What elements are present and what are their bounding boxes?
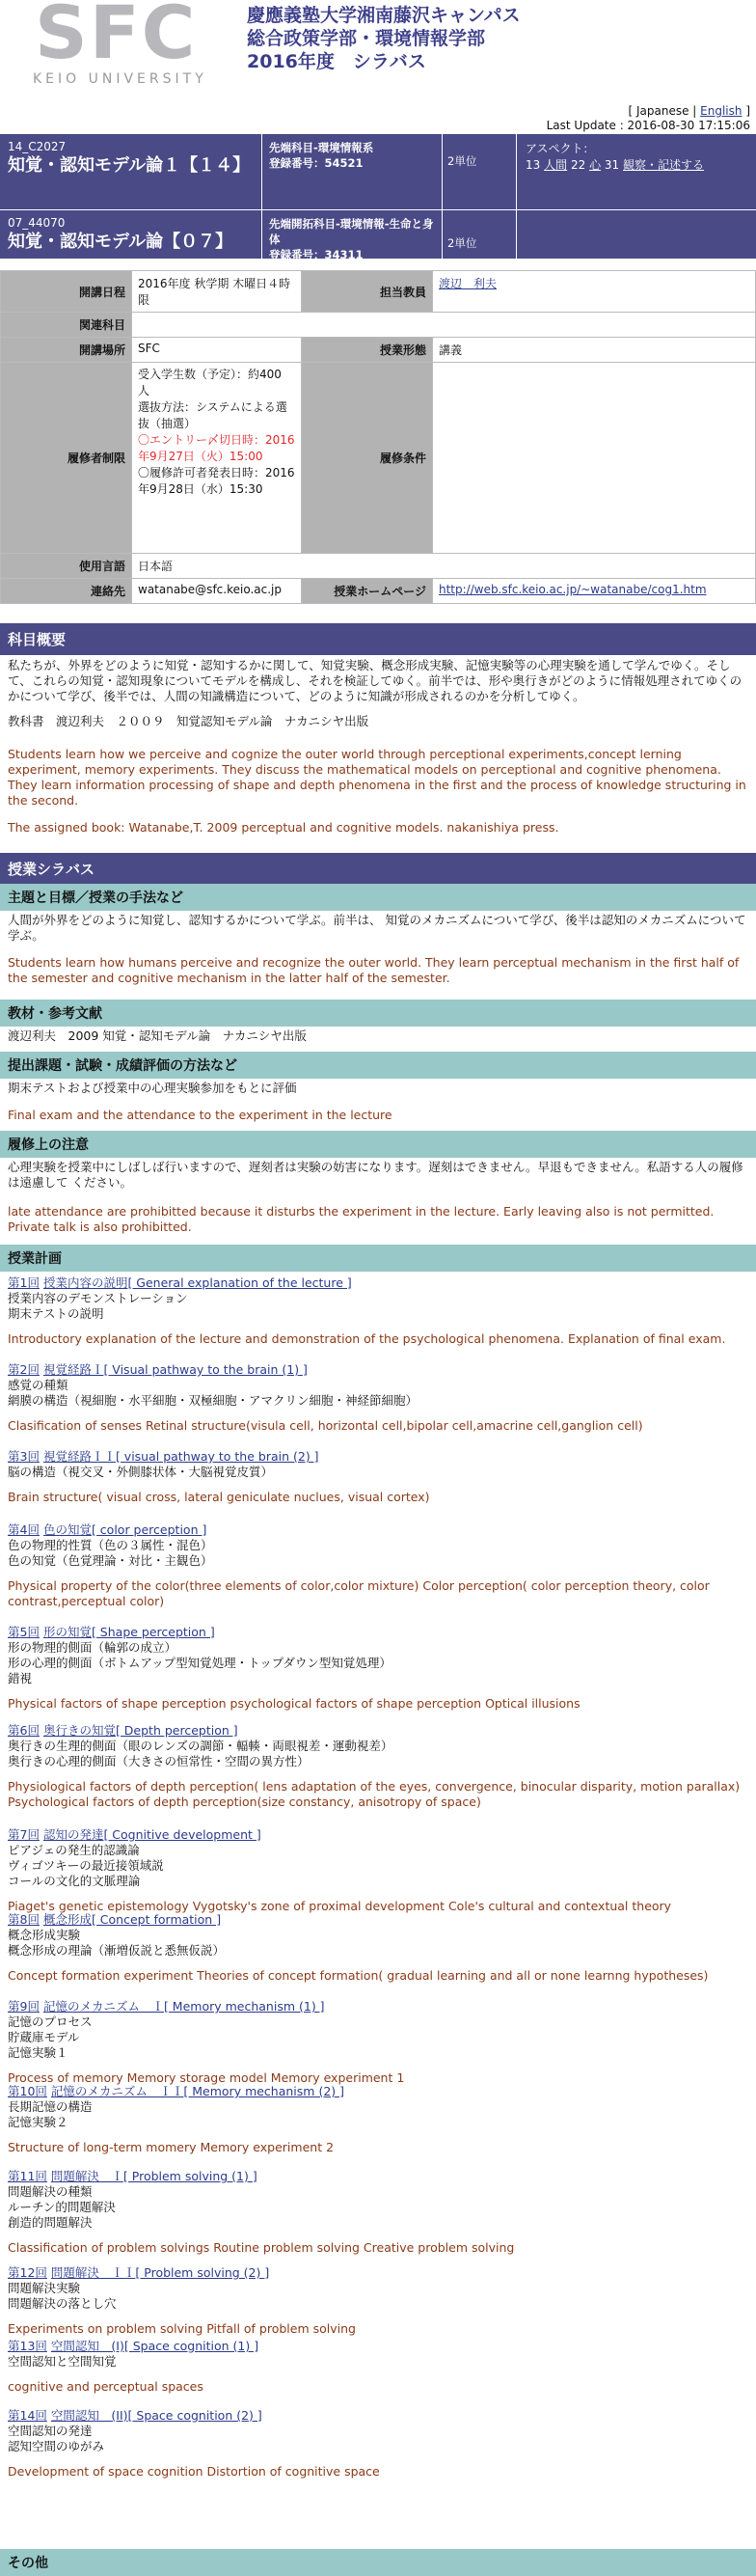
limit-entry-deadline: 〇エントリー〆切日時：2016年9月27日（火）15:00	[138, 433, 295, 463]
logo-subtitle: KEIO UNIVERSITY	[33, 71, 207, 87]
goal-header: 主題と目標／授業の手法など	[0, 884, 756, 911]
lecture-title[interactable]	[8, 2169, 748, 2184]
lecture-description-en: Classification of problem solvings Routine problem solving Creative problem solving	[8, 2240, 515, 2255]
lecture-item	[8, 2265, 748, 2337]
lecture-topic: 記憶実験２	[8, 2115, 68, 2129]
lecture-topic: 記憶実験１	[8, 2045, 68, 2060]
language-value: 日本語	[132, 554, 756, 579]
place-label: 開講場所	[1, 338, 132, 363]
aspect-label: アスペクト：	[526, 142, 595, 155]
lang-japanese[interactable]: Japanese	[635, 104, 689, 118]
lecture-description-en: Process of memory Memory storage model Memory experiment 1	[8, 2070, 405, 2085]
limit-method: 選抜方法：システムによる選抜（抽選）	[138, 400, 287, 430]
lecture-title-jp[interactable]: 記憶のメカニズム Ｉ	[42, 1999, 164, 2014]
course-2-credits-cell	[444, 210, 517, 259]
lecture-item	[8, 2169, 748, 2256]
lecture-title-link[interactable]: 第7回	[8, 1827, 40, 1842]
lecture-topic: 色の知覚（色覚理論・対比・主観色）	[8, 1553, 213, 1568]
lecture-title[interactable]	[8, 2408, 748, 2424]
goal-jp: 人間が外界をどのように知覚し、認知するかについて学ぶ。前半は、 知覚のメカニズムについて学び、後半は認知のメカニズムについて学ぶ。	[8, 913, 746, 943]
lecture-topic: コールの文化的文脈理論	[8, 1874, 141, 1888]
lecture-title[interactable]	[8, 1827, 748, 1843]
lecture-topic: 概念形成の理論（漸増仮説と悉無仮説）	[8, 1943, 226, 1958]
lecture-title-link[interactable]: 第9回	[8, 1999, 40, 2014]
lecture-title-en[interactable]: [ Problem solving (2) ]	[135, 2265, 270, 2280]
lecture-description-en: Piaget's genetic epistemology Vygotsky's zone of proximal development Cole's cultural and contextual theory	[8, 1899, 672, 1913]
campus-title	[247, 4, 521, 73]
lecture-topic: 認知空間のゆがみ	[8, 2439, 105, 2453]
lecture-item	[8, 1912, 748, 1984]
lecture-description-en: Physiological factors of depth perception( lens adaptation of the eyes, convergence, binocular disparity, motion parallax) Psychological factors of depth perception(size constancy, anisotropy of space)	[8, 1779, 741, 1809]
contact-label: 連絡先	[1, 579, 132, 604]
limit-label: 履修者制限	[1, 363, 132, 554]
aspect-link-human[interactable]: 人間	[544, 158, 568, 172]
campus-line-1: 慶應義塾大学湘南藤沢キャンパス	[247, 5, 521, 26]
course-2-meta	[263, 210, 443, 259]
grading-jp: 期末テストおよび授業中の心理実験参加をもとに評価	[8, 1081, 297, 1095]
page-header	[0, 0, 756, 114]
lecture-description-en: Clasification of senses Retinal structure(visula cell, horizontal cell,bipolar cell,amacrine cell,ganglion cell)	[8, 1418, 643, 1433]
aspect-link-mind[interactable]: 心	[589, 158, 602, 172]
lecture-title-link[interactable]: 第2回	[8, 1362, 40, 1377]
lecture-topic: 概念形成実験	[8, 1928, 81, 1942]
lecture-title[interactable]	[8, 2339, 748, 2354]
lecture-title-jp[interactable]: 認知の発達	[42, 1827, 104, 1842]
lecture-topic: 問題解決実験	[8, 2281, 81, 2295]
aspect-num-3: 31	[604, 158, 620, 172]
campus-line-2: 総合政策学部・環境情報学部	[247, 28, 486, 49]
lecture-title[interactable]	[8, 2265, 748, 2281]
related-label: 関連科目	[1, 313, 132, 338]
lecture-topic: 空間認知と空間知覚	[8, 2354, 117, 2369]
course-1-code: 14_C2027	[8, 140, 67, 153]
keio-sfc-logo[interactable]	[29, 0, 231, 89]
course-1-reg-no: 登録番号：54521	[269, 156, 364, 170]
lecture-title-en[interactable]: [ Space cognition (1) ]	[123, 2339, 259, 2353]
lecture-title[interactable]	[8, 1912, 748, 1928]
lecture-description-en: Experiments on problem solving Pitfall of problem solving	[8, 2321, 356, 2336]
lecture-title[interactable]	[8, 2084, 748, 2099]
lecture-title-link[interactable]: 第12回	[8, 2265, 47, 2280]
lecture-title-jp[interactable]: 空間認知 (I)	[50, 2339, 124, 2353]
lecture-title[interactable]	[8, 1449, 748, 1465]
lecture-title-link[interactable]: 第6回	[8, 1723, 40, 1738]
lecture-topic: 錯視	[8, 1671, 33, 1685]
lecture-title-en[interactable]: [ Shape perception ]	[91, 1625, 215, 1639]
plan-header: 授業計画	[0, 1245, 756, 1272]
condition-label: 履修条件	[302, 363, 433, 554]
notes-en: late attendance are prohibitted because it disturbs the experiment in the lecture. Early leaving also is not permitted. Private talk is also prohibitted.	[8, 1204, 715, 1234]
lecture-title-link[interactable]: 第8回	[8, 1912, 40, 1927]
lecture-title-link[interactable]: 第4回	[8, 1522, 40, 1537]
course-2-credits: 2単位	[447, 236, 477, 250]
lecture-title[interactable]	[8, 1999, 748, 2014]
lecture-topic: 脳の構造（視交叉・外側膝状体・大脳視覚皮質）	[8, 1465, 274, 1479]
campus-line-3: 2016年度 シラバス	[247, 51, 426, 72]
lecture-topic: 形の物理的側面（輪郭の成立）	[8, 1640, 177, 1655]
lecture-title-jp[interactable]: 色の知覚	[42, 1522, 92, 1537]
lecture-topic: ヴィゴツキーの最近接領域説	[8, 1858, 164, 1873]
lecture-title-link[interactable]: 第14回	[8, 2408, 47, 2423]
contact-value: watanabe@sfc.keio.ac.jp	[132, 579, 302, 604]
lecture-title-jp[interactable]: 奥行きの知覚	[42, 1723, 116, 1738]
aspect-num-1: 13	[526, 158, 541, 172]
lecture-title-jp[interactable]: 視覚経路ＩＩ	[42, 1449, 116, 1464]
course-1-meta	[263, 134, 443, 209]
form-label: 授業形態	[302, 338, 433, 363]
lecture-title-link[interactable]: 第5回	[8, 1625, 40, 1639]
lecture-title-jp[interactable]: 視覚経路Ｉ	[42, 1362, 104, 1377]
schedule-label: 開講日程	[1, 271, 132, 313]
last-update: Last Update : 2016-08-30 17:15:06	[546, 119, 750, 132]
lecture-title-en[interactable]: [ Depth perception ]	[115, 1723, 238, 1738]
lecture-topic: 創造的問題解決	[8, 2215, 93, 2230]
lecture-title[interactable]	[8, 1362, 748, 1378]
lecture-description-en: Introductory explanation of the lecture and demonstration of the psychological phenomena. Explanation of final exam.	[8, 1331, 726, 1346]
lecture-title-en[interactable]: [ Concept formation ]	[91, 1912, 222, 1927]
course-band-1	[0, 134, 756, 209]
lecture-title-jp[interactable]: 概念形成	[42, 1912, 92, 1927]
lecture-description-en: Physical factors of shape perception psychological factors of shape perception Optical illusions	[8, 1696, 580, 1711]
course-1-category: 先端科目-環境情報系	[269, 141, 374, 154]
lecture-topic: 授業内容のデモンストレーション	[8, 1291, 188, 1305]
lecture-topic: 問題解決の落とし穴	[8, 2296, 117, 2311]
condition-value	[433, 363, 756, 554]
lecture-title-en[interactable]: [ Memory mechanism (1) ]	[163, 1999, 325, 2014]
lecture-title-en[interactable]: [ Problem solving (1) ]	[122, 2169, 257, 2183]
place-value: SFC	[132, 338, 302, 363]
other-header: その他	[0, 2549, 756, 2576]
lecture-topic: 奥行きの生理的側面（眼のレンズの調節・輻輳・両眼視差・運動視差）	[8, 1739, 393, 1753]
course-2-title-cell	[0, 210, 262, 259]
lecture-topic: 感覚の種類	[8, 1378, 68, 1392]
lecture-title-link[interactable]: 第1回	[8, 1275, 40, 1290]
lecture-description-en: Structure of long-term momery Memory experiment 2	[8, 2140, 335, 2154]
lecture-description-en: Physical property of the color(three elements of color,color mixture) Color perception( color perception theory, color contrast,perceptual color)	[8, 1578, 710, 1608]
lecture-title-en[interactable]: [ General explanation of the lecture ]	[127, 1275, 352, 1290]
lecture-item	[8, 2408, 748, 2480]
notes-jp: 心理実験を授業中にしばしば行いますので、遅刻者は実験の妨害になります。遅刻はできません。早退もできません。私語する人の履修は遠慮して ください。	[8, 1160, 743, 1190]
course-2-reg-no: 登録番号：34311	[269, 248, 364, 261]
course-2-category: 先端開拓科目-環境情報-生命と身体	[269, 217, 434, 246]
lecture-topic: 網膜の構造（視細胞・水平細胞・双極細胞・アマクリン細胞・神経節細胞）	[8, 1393, 418, 1408]
lecture-topic: ピアジェの発生的認識論	[8, 1843, 140, 1857]
limit-value	[132, 363, 302, 554]
lecture-item	[8, 1723, 748, 1810]
lecture-topic: 記憶のプロセス	[8, 2014, 93, 2029]
lecture-title-link[interactable]: 第13回	[8, 2339, 47, 2353]
overview-en-book: The assigned book: Watanabe,T. 2009 perceptual and cognitive models. nakanishiya press.	[8, 820, 559, 835]
course-1-title-cell	[0, 134, 262, 209]
form-value: 講義	[433, 338, 756, 363]
lecture-topic: 問題解決の種類	[8, 2184, 93, 2199]
material-header: 教材・参考文献	[0, 1000, 756, 1027]
course-1-aspect	[518, 134, 756, 209]
lecture-title-link[interactable]: 第3回	[8, 1449, 40, 1464]
grading-header: 提出課題・試験・成績評価の方法など	[0, 1052, 756, 1079]
course-2-aspect-empty	[518, 210, 756, 259]
overview-en: Students learn how we perceive and cognize the outer world through perceptional experiments,concept lerning experiment, memory experiments. They discuss the mathematical models on perceptional and cognitive phenomena. They learn information processing of shape and depth phenomena in the first and the process of knowledge structuring in the second.	[8, 747, 746, 808]
schedule-value: 2016年度 秋学期 木曜日４時限	[132, 271, 302, 313]
aspect-links	[526, 156, 748, 173]
lecture-title[interactable]	[8, 1522, 748, 1538]
course-1-credits-cell	[444, 134, 517, 209]
lecture-title[interactable]	[8, 1723, 748, 1739]
lecture-topic: 長期記憶の構造	[8, 2099, 93, 2114]
homepage-link[interactable]: http://web.sfc.keio.ac.jp/~watanabe/cog1.htm	[439, 583, 707, 596]
course-2-code: 07_44070	[8, 216, 66, 230]
logo-text: SFC	[35, 0, 198, 75]
lecture-title-en[interactable]: [ color perception ]	[91, 1522, 207, 1537]
lecture-item	[8, 1827, 748, 1914]
lecture-title-en[interactable]: [ Space cognition (2) ]	[127, 2408, 262, 2423]
lecture-title-link[interactable]: 第10回	[8, 2084, 47, 2098]
language-label: 使用言語	[1, 554, 132, 579]
lecture-title-jp[interactable]: 問題解決 ＩＩ	[50, 2265, 136, 2280]
lecture-title-jp[interactable]: 授業内容の説明	[42, 1275, 128, 1290]
related-value	[132, 313, 756, 338]
lecture-description-en: Brain structure( visual cross, lateral geniculate nuclues, visual cortex)	[8, 1490, 430, 1504]
goal-en: Students learn how humans perceive and recognize the outer world. They learn perceptual mechanism in the first half of the semester and cognitive mechanism in the latter half of the semester.	[8, 955, 740, 985]
lecture-item	[8, 1999, 748, 2086]
lecture-item	[8, 1449, 748, 1505]
grading-en: Final exam and the attendance to the experiment in the lecture	[8, 1108, 392, 1122]
course-2-title: 知覚・認知モデル論【０７】	[8, 232, 233, 252]
lecture-title-jp[interactable]: 形の知覚	[42, 1625, 92, 1639]
lecture-topic: 形の心理的側面（ボトムアップ型知覚処理・トップダウン型知覚処理）	[8, 1656, 392, 1670]
syllabus-header: 授業シラバス	[0, 853, 756, 885]
overview-jp: 私たちが、外界をどのように知覚・認知するかに関して、知覚実験、概念形成実験、記憶実験等の心理実験を通して学んでゆく。そして、これらの知覚・認知現象についてモデルを構成し、それを検証してゆく。前半では、形や奥行きがどのように情報処理されてゆくのかについて学び、後半では、人間の知識構造について、どのように知識が形成されるのかを分析してゆく。	[8, 658, 742, 703]
teacher-link[interactable]: 渡辺 利夫	[439, 277, 498, 290]
aspect-num-2: 22	[570, 158, 586, 172]
lecture-topic: 奥行きの心理的側面（大きさの恒常性・空間の異方性）	[8, 1754, 310, 1768]
limit-announce: 〇履修許可者発表日時：2016年9月28日（水）15:30	[138, 466, 295, 496]
course-band-2	[0, 210, 756, 259]
language-switch: [ Japanese | English ]	[628, 104, 750, 118]
limit-capacity: 受入学生数（予定）：約400 人	[138, 368, 282, 397]
lecture-title[interactable]	[8, 1275, 748, 1291]
lecture-title-en[interactable]: [ Visual pathway to the brain (1) ]	[103, 1362, 308, 1377]
lecture-description-en: cognitive and perceptual spaces	[8, 2379, 203, 2394]
lecture-title-jp[interactable]: 空間認知 (II)	[50, 2408, 128, 2423]
lecture-topic: 色の物理的性質（色の３属性・混色）	[8, 1538, 213, 1552]
lecture-title-en[interactable]: [ Memory mechanism (2) ]	[183, 2084, 345, 2098]
lecture-title-jp[interactable]: 記憶のメカニズム ＩＩ	[50, 2084, 184, 2098]
lecture-title-en[interactable]: [ visual pathway to the brain (2) ]	[115, 1449, 319, 1464]
lecture-topic: ルーチン的問題解決	[8, 2200, 116, 2214]
lecture-topic: 貯蔵庫モデル	[8, 2030, 80, 2044]
aspect-link-observe[interactable]: 観察・記述する	[623, 158, 705, 172]
notes-header: 履修上の注意	[0, 1131, 756, 1158]
lecture-description-en: Concept formation experiment Theories of concept formation( gradual learning and all or none learnng hypotheses)	[8, 1968, 709, 1983]
lecture-title[interactable]	[8, 1625, 748, 1640]
course-1-title: 知覚・認知モデル論１【１４】	[8, 155, 251, 176]
lecture-item	[8, 1625, 748, 1712]
overview-header: 科目概要	[0, 623, 756, 655]
lecture-item	[8, 1522, 748, 1609]
lecture-topic: 期末テストの説明	[8, 1306, 104, 1321]
course-1-credits: 2単位	[447, 154, 477, 168]
lecture-title-jp[interactable]: 問題解決 Ｉ	[50, 2169, 123, 2183]
lecture-title-en[interactable]: [ Cognitive development ]	[103, 1827, 261, 1842]
lecture-item	[8, 2084, 748, 2155]
lang-english-link[interactable]: English	[700, 104, 742, 118]
material-text: 渡辺利夫 2009 知覚・認知モデル論 ナカニシヤ出版	[8, 1028, 307, 1043]
overview-textbook: 教科書 渡辺利夫 ２００９ 知覚認知モデル論 ナカニシヤ出版	[8, 714, 369, 728]
lecture-item	[8, 1275, 748, 1347]
course-info-table	[0, 270, 756, 604]
lecture-item	[8, 2339, 748, 2395]
lecture-description-en: Development of space cognition Distortion of cognitive space	[8, 2464, 380, 2479]
lecture-title-link[interactable]: 第11回	[8, 2169, 47, 2183]
lecture-item	[8, 1362, 748, 1434]
homepage-label: 授業ホームページ	[302, 579, 433, 604]
teacher-label: 担当教員	[302, 271, 433, 313]
lecture-topic: 空間認知の発達	[8, 2424, 93, 2438]
